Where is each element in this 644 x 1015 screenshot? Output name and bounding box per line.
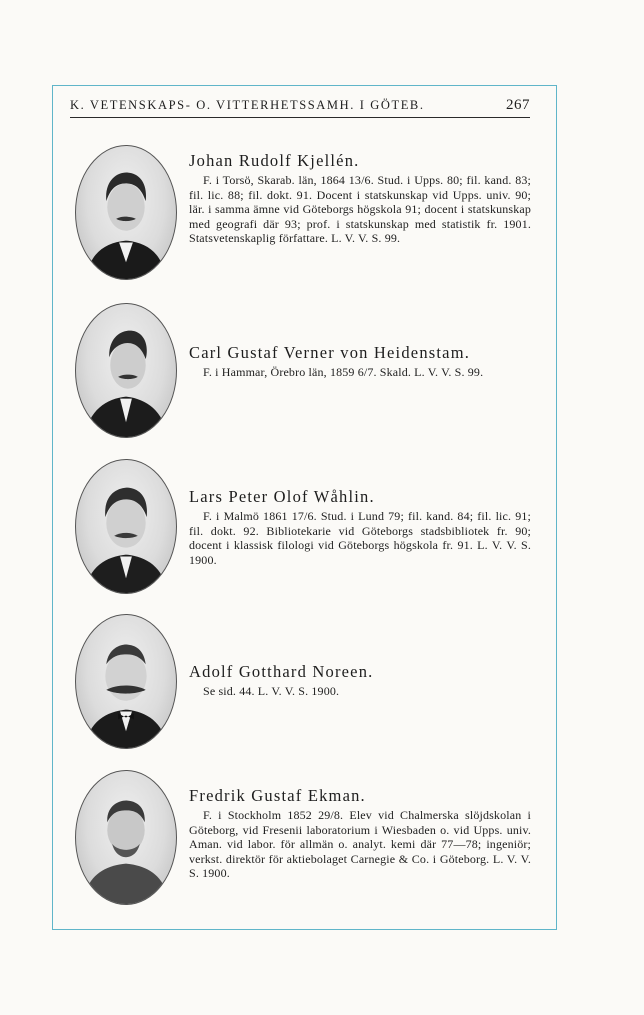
entry	[75, 614, 535, 754]
entry-bio: Se sid. 44. L. V. V. S. 1900.	[203, 684, 340, 698]
entry-bio: F. i Stockholm 1852 29/8. Elev vid Chalmerska slöjdskolan i Göteborg, vid Fresenii laboratorium i Wiesbaden o. vid Upps. univ. Aman. vid labor. för allmän o. analyt. kemi där 77—78; ingeniör; verkst. direktör för aktiebolaget Carnegie & Co. i Göteborg. L. V. V. S. 1900.	[189, 808, 531, 881]
running-head	[70, 97, 530, 114]
entry	[75, 459, 535, 599]
page-number: 267	[506, 97, 530, 113]
header-rule	[70, 117, 530, 118]
portrait-photo	[75, 459, 177, 594]
running-title: K. VETENSKAPS- O. VITTERHETSSAMH. I GÖTEB.	[70, 98, 425, 112]
entry-name: Johan Rudolf Kjellén.	[189, 151, 360, 170]
entry-name: Lars Peter Olof Wåhlin.	[189, 487, 375, 506]
portrait-photo	[75, 770, 177, 905]
entry-bio: F. i Hammar, Örebro län, 1859 6/7. Skald. L. V. V. S. 99.	[203, 365, 484, 379]
entry	[75, 145, 535, 285]
portrait-photo	[75, 145, 177, 280]
entry	[75, 770, 535, 910]
entry-name: Adolf Gotthard Noreen.	[189, 662, 374, 681]
entry-name: Fredrik Gustaf Ekman.	[189, 786, 366, 805]
portrait-photo	[75, 303, 177, 438]
entry-name: Carl Gustaf Verner von Heidenstam.	[189, 343, 471, 362]
entry-bio: F. i Malmö 1861 17/6. Stud. i Lund 79; fil. kand. 84; fil. lic. 91; fil. dokt. 92. Bibliotekarie vid Göteborgs stadsbibliotek fr. 90; docent i klassisk filologi vid Göteborgs högskola fr. 91. L. V. V. S. 1900.	[189, 509, 531, 567]
entry-bio: F. i Torsö, Skarab. län, 1864 13/6. Stud. i Upps. 80; fil. kand. 83; fil. lic. 88; fil. dokt. 91. Docent i statskunskap vid Upps. univ. 90; lär. i samma ämne vid Göteborgs högskola 91; docent i statskunskap med geografi där 93; prof. i statskunskap med statistik fr. 1901. Statsvetenskaplig författare. L. V. V. S. 99.	[189, 173, 531, 246]
portrait-photo	[75, 614, 177, 749]
entry	[75, 303, 535, 443]
